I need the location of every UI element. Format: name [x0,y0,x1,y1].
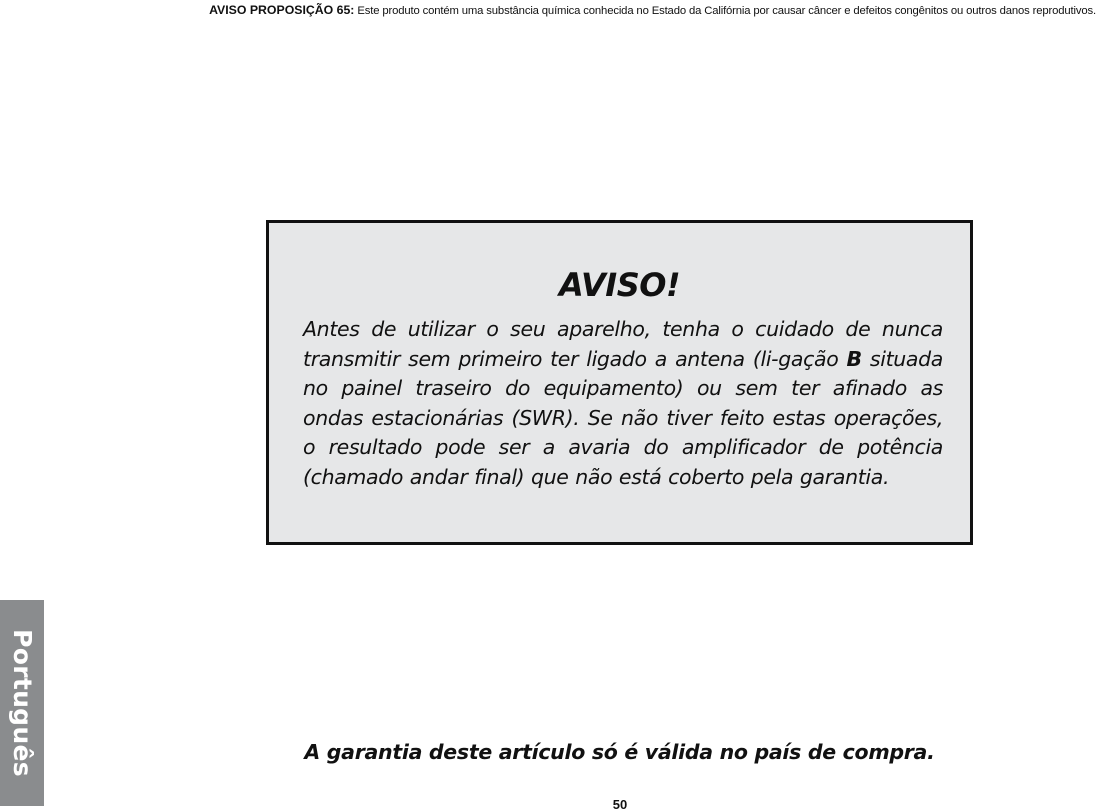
language-tab-label: Português [8,629,37,777]
connector-letter: B [846,346,862,371]
warning-text [303,315,943,492]
guarantee-statement: A garantia deste artículo só é válida no país de compra. [304,740,935,764]
warning-title: AVISO! [558,266,681,304]
warning-text-part-2: situada no painel traseiro do equipamento) ou sem ter afinado as ondas estacionárias (SWR). Se não tiver feito estas operações, o resultado pode ser a avaria do amplificador de potência (chamado andar final) que não está coberto pela garantia. [303,346,943,489]
warning-box [266,220,973,545]
language-tab [0,600,44,806]
page-number: 50 [612,797,628,812]
prop65-notice [96,3,1096,18]
prop65-notice-lead: AVISO PROPOSIÇÃO 65: [209,3,355,17]
warning-text-part-1: Antes de utilizar o seu aparelho, tenha o cuidado de nunca transmitir sem primeiro ter ligado a antena (li-gação [303,317,943,371]
prop65-notice-text: Este produto contém uma substância química conhecida no Estado da Califórnia por causar câncer e defeitos congênitos ou outros danos reprodutivos. [357,5,1096,17]
